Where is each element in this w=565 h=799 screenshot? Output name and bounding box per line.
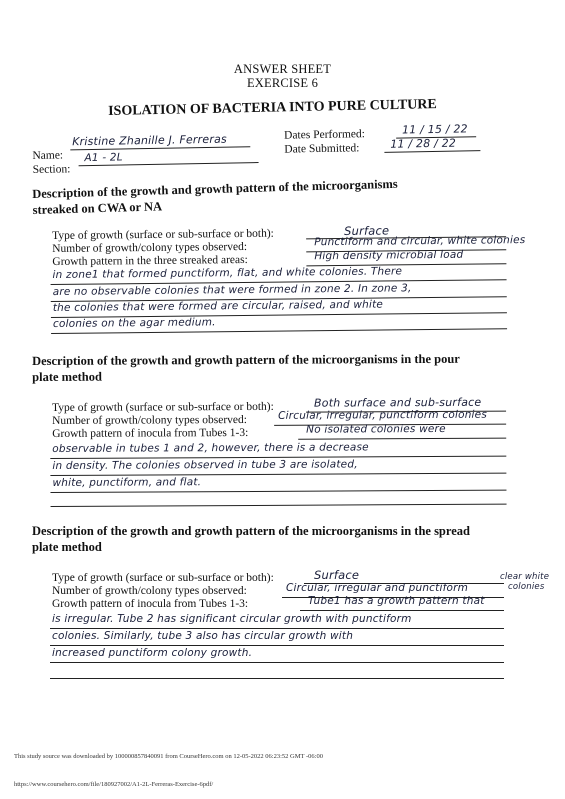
section-spread-title-line1: Description of the growth and growth pattern of the microorganisms in the spread <box>32 524 470 538</box>
section-streak-title-line2: streaked on CWA or NA <box>32 199 163 217</box>
streak-pattern-line1: High density microbial load <box>314 248 464 263</box>
streak-pattern-label: Growth pattern in the three streaked areas: <box>52 253 248 268</box>
source-url[interactable]: https://www.coursehero.com/file/180927002/A1-2L-Ferreras-Exercise-6pdf/ <box>14 781 214 788</box>
spread-pattern-underline3 <box>50 645 504 646</box>
section-value: A1 - 2L <box>84 151 123 165</box>
section-streak-title <box>32 176 398 218</box>
spread-pattern-line2: is irregular. Tube 2 has significant circular growth with punctiform <box>52 613 412 625</box>
date-submitted-label: Date Submitted: <box>284 142 360 156</box>
pour-pattern-underline3 <box>50 473 506 476</box>
spread-type-value: Surface <box>314 568 360 582</box>
date-performed-value: 11 / 15 / 22 <box>401 122 468 137</box>
page-title: ISOLATION OF BACTERIA INTO PURE CULTURE <box>108 97 437 119</box>
spread-pattern-underline4 <box>50 662 504 663</box>
pour-number-value: Circular, irregular, punctiform colonies <box>278 408 488 422</box>
spread-pattern-line1: Tube1 has a growth pattern that <box>308 595 485 607</box>
pour-pattern-line4: white, punctiform, and flat. <box>52 476 202 489</box>
name-label: Name: <box>32 149 64 162</box>
spread-type-label: Type of growth (surface or sub-surface or both): <box>52 572 274 584</box>
name-value: Kristine Zhanille J. Ferreras <box>72 132 228 149</box>
spread-pattern-underline1 <box>300 610 504 611</box>
answer-sheet-heading: ANSWER SHEET <box>233 62 332 76</box>
streak-number-label: Number of growth/colony types observed: <box>52 240 248 255</box>
pour-pattern-label: Growth pattern of inocula from Tubes 1-3: <box>52 426 249 440</box>
download-notice: This study source was downloaded by 100000857840091 from CourseHero.com on 12-05-2022 06:23:52 GMT -06:00 <box>14 753 323 760</box>
streak-pattern-line3: are no observable colonies that were formed in zone 2. In zone 3, <box>52 282 412 298</box>
section-pour-title-line2: plate method <box>32 369 102 384</box>
pour-pattern-line1: No isolated colonies were <box>306 422 446 436</box>
pour-pattern-underline1 <box>298 438 506 440</box>
pour-pattern-underline4 <box>50 490 506 493</box>
streak-type-label: Type of growth (surface or sub-surface or both): <box>52 227 274 242</box>
section-spread-title <box>32 523 470 555</box>
pour-type-label: Type of growth (surface or sub-surface or both): <box>52 400 274 414</box>
spread-margin-note <box>500 572 549 592</box>
spread-pattern-underline2 <box>50 628 504 629</box>
streak-pattern-line5: colonies on the agar medium. <box>52 316 216 330</box>
info-block <box>32 122 553 176</box>
pour-pattern-line2: observable in tubes 1 and 2, however, there is a decrease <box>52 441 369 455</box>
streak-pattern-line4: the colonies that were formed are circular, raised, and white <box>52 298 384 314</box>
pour-pattern-line3: in density. The colonies observed in tube 3 are isolated, <box>52 458 358 472</box>
spread-margin-note-line1: clear white <box>500 572 550 582</box>
spread-pattern-line3: colonies. Similarly, tube 3 also has circular growth with <box>52 630 354 642</box>
section-pour-title <box>32 351 460 385</box>
exercise-number: EXERCISE 6 <box>246 76 319 90</box>
spread-number-label: Number of growth/colony types observed: <box>52 585 247 597</box>
streak-answers <box>52 223 553 338</box>
section-spread-title-line2: plate method <box>32 540 102 554</box>
date-performed-label: Dates Performed: <box>283 128 365 142</box>
streak-type-value: Surface <box>343 223 390 238</box>
section-pour-title-line1: Description of the growth and growth pattern of the microorganisms in the pour <box>32 351 460 368</box>
pour-pattern-underline5 <box>51 504 507 507</box>
spread-margin-note-line2: colonies <box>508 582 545 592</box>
date-submitted-value: 11 / 28 / 22 <box>390 136 457 151</box>
section-streak-title-line1: Description of the growth and growth pattern of the microorganisms <box>32 176 398 201</box>
spread-pattern-underline5 <box>50 678 504 679</box>
section-label: Section: <box>32 163 71 176</box>
streak-pattern-line2: in zone1 that formed punctiform, flat, and white colonies. There <box>52 265 403 281</box>
spread-pattern-line4: increased punctiform colony growth. <box>52 647 253 659</box>
pour-type-value: Both surface and sub-surface <box>313 395 482 410</box>
pour-answers <box>52 397 553 510</box>
pour-number-label: Number of growth/colony types observed: <box>52 413 247 427</box>
spread-number-value: Circular, irregular and punctiform <box>286 582 469 594</box>
spread-answers <box>52 570 562 680</box>
spread-pattern-label: Growth pattern of inocula from Tubes 1-3: <box>52 598 249 610</box>
streak-number-value: Punctiform and circular, white colonies <box>314 234 526 249</box>
